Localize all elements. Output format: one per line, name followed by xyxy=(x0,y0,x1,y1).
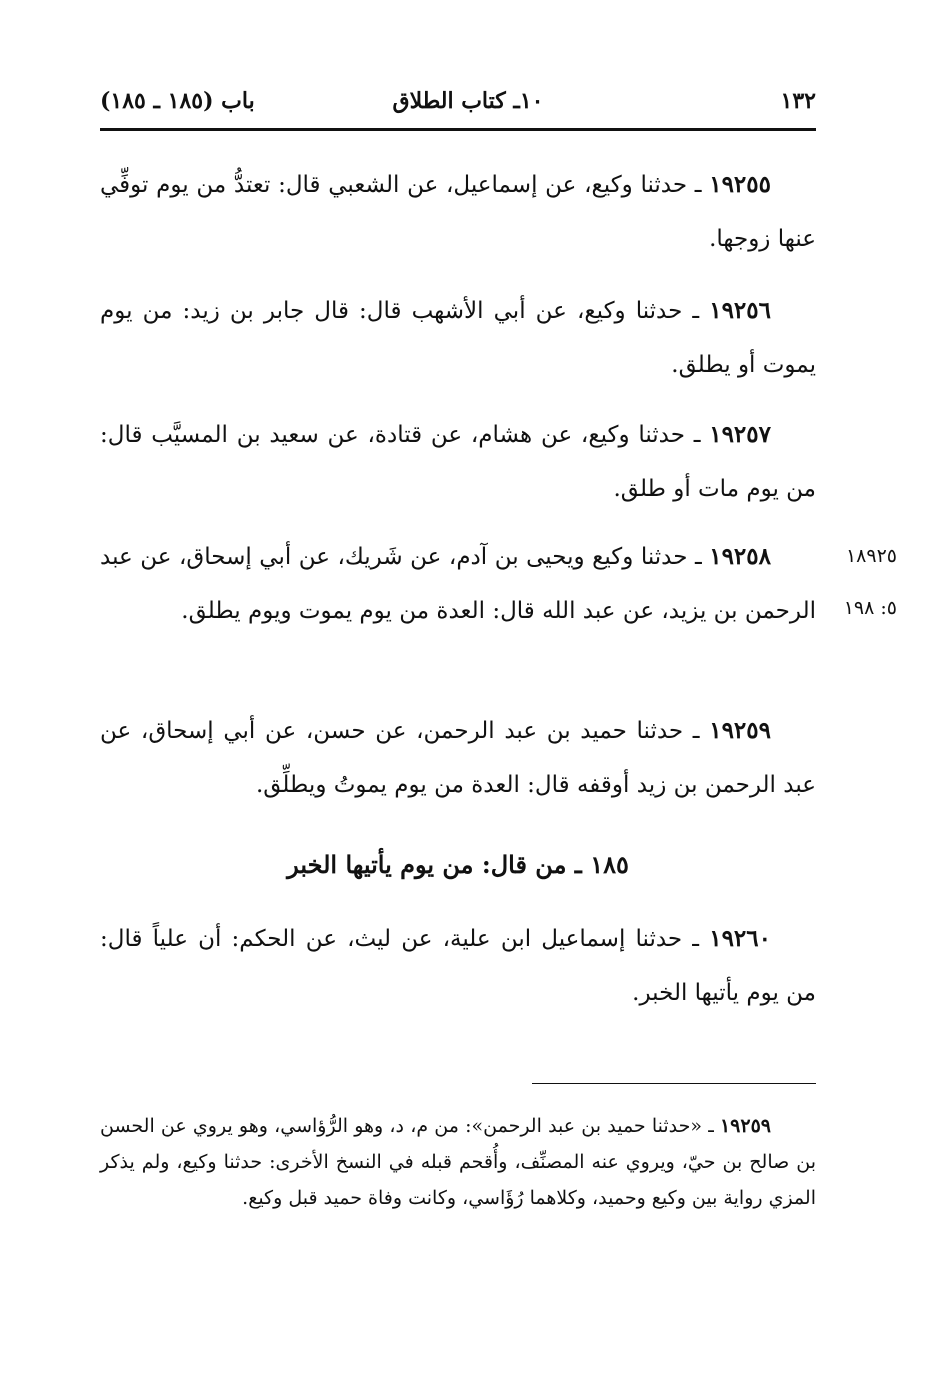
chapter-range: باب (١٨٥ ـ ١٨٥) xyxy=(100,88,255,114)
page-number: ١٣٢ xyxy=(780,88,816,114)
hadith-text: ـ حدثنا وكيع، عن إسماعيل، عن الشعبي قال: تعتدُّ من يوم توفِّي عنها زوجها. xyxy=(100,172,816,252)
hadith-19259 xyxy=(100,704,816,812)
hadith-19255 xyxy=(100,158,816,266)
chapter-heading: ١٨٥ ـ من قال: من يوم يأتيها الخبر xyxy=(287,850,629,879)
margin-reference: ١٨٩٢٥ xyxy=(845,545,897,567)
footnote xyxy=(100,1108,816,1216)
footnote-text: ـ «حدثنا حميد بن عبد الرحمن»: من م، د، وهو الرُّؤاسي، وهو يروي عن الحسن بن صالح بن حيّ، ويروي عنه المصنِّف، وأُقحم قبله في النسخ الأخرى: حدثنا وكيع، ولم يذكر المزي رواية بين وكيع وحميد، وكلاهما رُؤَاسي، وكانت وفاة حميد قبل وكيع. xyxy=(100,1115,817,1209)
header-rule xyxy=(100,128,816,131)
hadith-text: ـ حدثنا وكيع، عن هشام، عن قتادة، عن سعيد بن المسيَّب قال: من يوم مات أو طلق. xyxy=(100,422,816,502)
hadith-19256 xyxy=(100,284,816,392)
hadith-19257 xyxy=(100,408,816,516)
hadith-text: ـ حدثنا وكيع ويحيى بن آدم، عن شَريك، عن أبي إسحاق، عن عبد الرحمن بن يزيد، عن عبد الله قال: العدة من يوم يموت ويوم يطلق. xyxy=(100,544,816,624)
hadith-number: ١٩٢٥٨ xyxy=(709,543,771,570)
margin-reference: ٥: ١٩٨ xyxy=(843,597,897,619)
hadith-19260 xyxy=(100,912,816,1020)
book-title: ١٠ـ كتاب الطلاق xyxy=(392,88,544,114)
hadith-number: ١٩٢٥٩ xyxy=(709,717,771,744)
hadith-number: ١٩٢٥٦ xyxy=(709,297,771,324)
footnote-number: ١٩٢٥٩ xyxy=(719,1115,771,1137)
hadith-number: ١٩٢٥٧ xyxy=(709,421,771,448)
running-header xyxy=(100,88,816,122)
hadith-text: ـ حدثنا وكيع، عن أبي الأشهب قال: قال جابر بن زيد: من يوم يموت أو يطلق. xyxy=(100,298,816,378)
hadith-19258 xyxy=(100,530,816,638)
footnote-rule xyxy=(532,1083,816,1084)
hadith-text: ـ حدثنا حميد بن عبد الرحمن، عن حسن، عن أبي إسحاق، عن عبد الرحمن بن زيد أوقفه قال: العدة من يوم يموتُ ويطلِّق. xyxy=(100,718,816,798)
hadith-number: ١٩٢٦٠ xyxy=(709,925,771,952)
hadith-text: ـ حدثنا إسماعيل ابن علية، عن ليث، عن الحكم: أن علياً قال: من يوم يأتيها الخبر. xyxy=(100,926,816,1006)
hadith-number: ١٩٢٥٥ xyxy=(709,171,771,198)
